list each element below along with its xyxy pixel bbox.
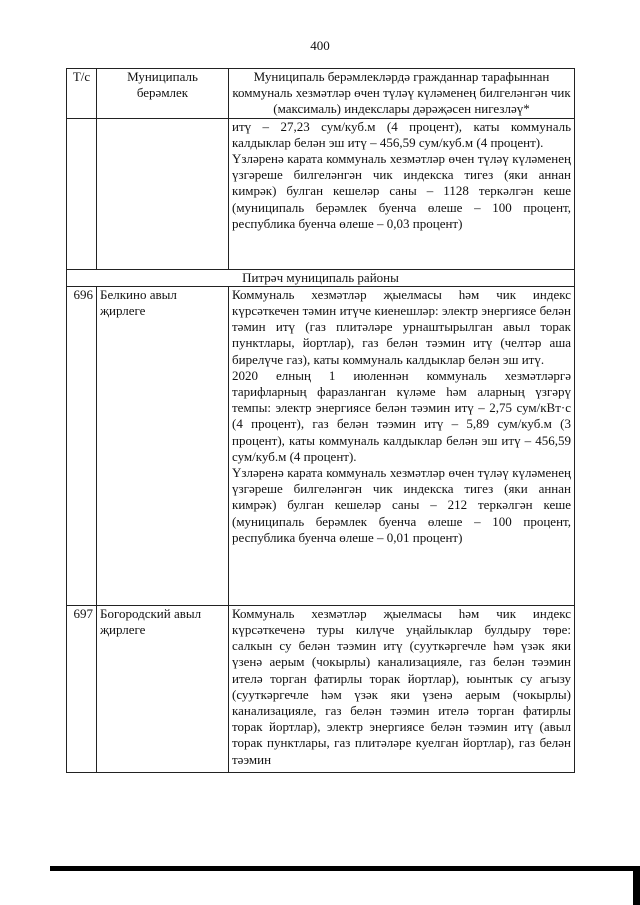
- paragraph: итү – 27,23 сум/куб.м (4 процент), каты коммуналь калдыклар белән эш итү – 456,59 сум/куб.м (4 процент).: [232, 118, 571, 150]
- cell-description: [229, 118, 575, 269]
- header-description: Муниципаль берәмлекләрдә гражданнар тарафыннан коммуналь хезмәтләр өчен түләү күләменең билгеләнгән чик (максималь) индекслары дәрәҗәсен нигезләү*: [229, 69, 575, 119]
- cell-description: [229, 286, 575, 605]
- district-row: [67, 269, 575, 286]
- header-municipality: Муниципаль берәмлек: [97, 69, 229, 119]
- table-row: [67, 286, 575, 605]
- cell-description: [229, 605, 575, 772]
- paragraph: Үзләренә карата коммуналь хезмәтләр өчен түләү күләменең үзгәреше билгеләнгән чик индекска тигез (яки аннан кимрәк) булган кешеләр саны – 1128 теркәлгән кеше (муниципаль берәмлек буенча өлеше – 100 процент, республика буенча өлеше – 0,03 процент): [232, 151, 571, 231]
- district-name: Питрәч муниципаль районы: [67, 269, 575, 286]
- cell-municipality: Богородский авыл җирлеге: [97, 605, 229, 772]
- tariff-index-table: [66, 68, 575, 773]
- cell-municipality: Белкино авыл җирлеге: [97, 286, 229, 605]
- cell-number: 697: [67, 605, 97, 772]
- scan-corner-edge: [633, 866, 640, 905]
- cell-number: [67, 118, 97, 269]
- cell-number: 696: [67, 286, 97, 605]
- header-number: Т/с: [67, 69, 97, 119]
- page-number: 400: [310, 38, 330, 53]
- paragraph: 2020 елның 1 июленнән коммуналь хезмәтләргә тарифларның фаразланган күләме һәм аларның үзгәрү темпы: электр энергиясе белән тәэмин итү – 2,75 сум/кВт·с (4 процент), газ белән тәэмин итү – 5,89 сум/куб.м (3 процент), каты коммуналь калдыклар белән эш итү – 456,59 сум/куб.м (4 процент).: [232, 367, 571, 464]
- scan-bottom-edge: [50, 866, 640, 871]
- table-row-continuation: [67, 118, 575, 269]
- table-header-row: [67, 69, 575, 119]
- table-row: [67, 605, 575, 772]
- paragraph: Коммуналь хезмәтләр җыелмасы һәм чик индекс күрсәткеченә туры килүче уңайлыклар булдыру төре: салкын су белән тәэмин итү (сууткәргечле һәм үзәк яки үзенә аерым (чокырлы) канализацияле, газ белән тәэмин ителә торган фатирлы торак йортлар), юынтык су агызу (сууткәргечле һәм үзәк яки үзенә аерым (чокырлы) канализацияле, газ белән тәэмин ителә торган фатирлы торак йортлар), электр энергиясе белән тәэмин итү (авыл торак пунктлары, газ плитәләре куелган йортлар), газ белән тәэмин: [232, 605, 571, 767]
- paragraph: Үзләренә карата коммуналь хезмәтләр өчен түләү күләменең үзгәреше билгеләнгән чик индекска тигез (яки аннан кимрәк) булган кешеләр саны – 212 теркәлгән кеше (муниципаль берәмлек буенча өлеше – 100 процент, республика буенча өлеше – 0,01 процент): [232, 465, 571, 545]
- paragraph: Коммуналь хезмәтләр җыелмасы һәм чик индекс күрсәткечен тәмин итүче киенешләр: электр энергиясе белән тәмин итү (газ плитәләре урнаштырылган авыл торак пунктлары, йортлар), газ белән тәэмин итү (челтәр аша бирелүче газ), каты коммуналь калдыклар белән эш итү.: [232, 286, 571, 367]
- cell-municipality: [97, 118, 229, 269]
